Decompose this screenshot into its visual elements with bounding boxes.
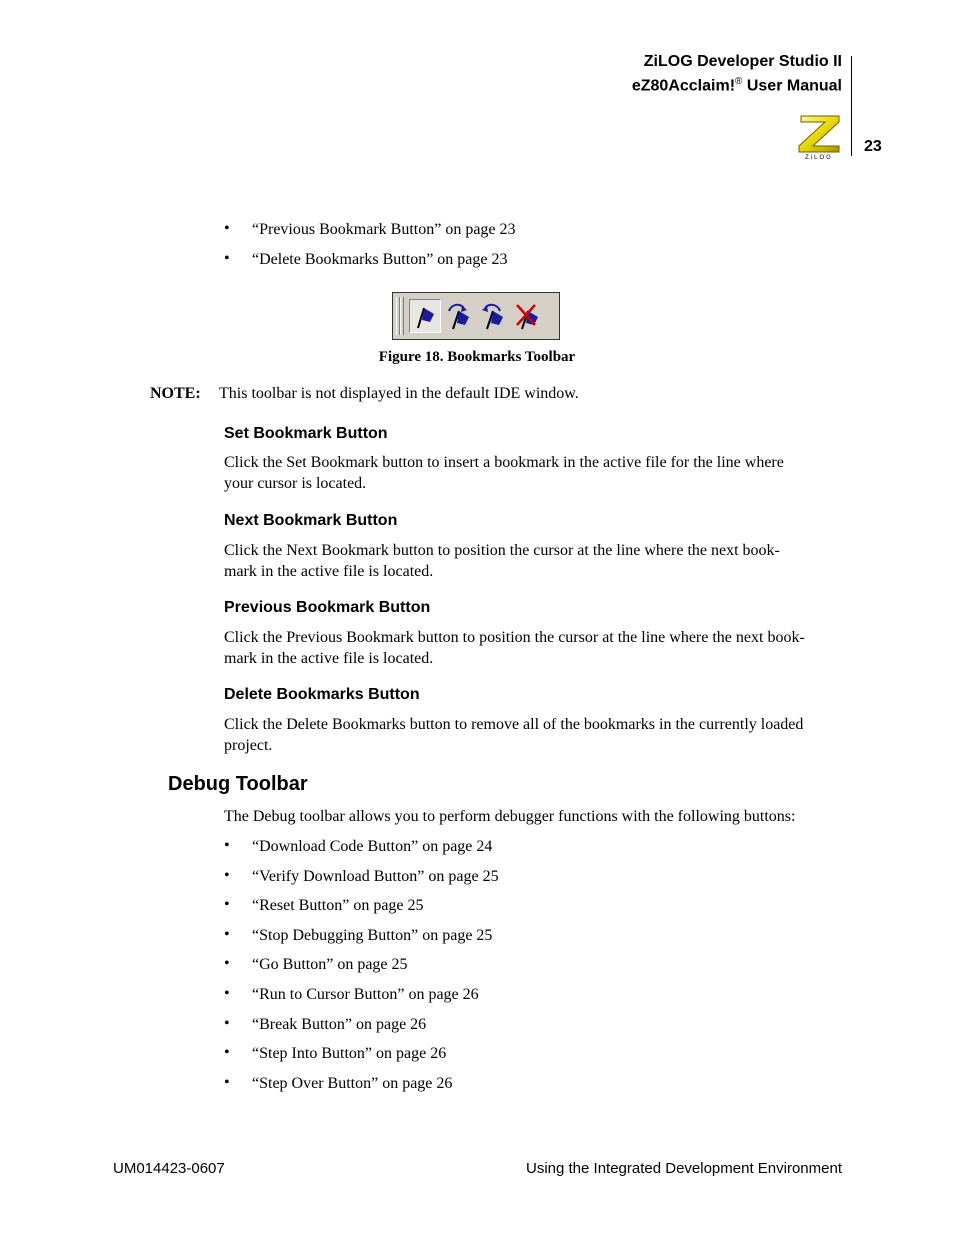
section-heading: Next Bookmark Button [224, 512, 398, 529]
section-body [224, 452, 848, 494]
logo-wordmark: ZiLOG [805, 155, 833, 160]
body-line: Click the Delete Bookmarks button to remove all of the bookmarks in the currently loaded [224, 716, 804, 733]
bullet-dot: • [224, 896, 230, 913]
manual-subtitle [632, 72, 842, 96]
bullet-dot: • [224, 1044, 230, 1061]
debug-ref-link[interactable]: “Step Over Button” on page 26 [252, 1075, 453, 1092]
bullet-dot: • [224, 955, 230, 972]
header-rule [851, 56, 852, 156]
bookmarks-toolbar [392, 292, 560, 340]
note-text: This toolbar is not displayed in the default IDE window. [219, 385, 579, 402]
figure-caption: Figure 18. Bookmarks Toolbar [378, 349, 576, 365]
bullet-dot: • [224, 1015, 230, 1032]
debug-toolbar-heading: Debug Toolbar [168, 773, 308, 795]
debug-ref-link[interactable]: “Go Button” on page 25 [252, 956, 408, 973]
body-line: Click the Set Bookmark button to insert a bookmark in the active file for the line where [224, 454, 784, 471]
registered-mark: ® [735, 76, 743, 87]
section-heading: Previous Bookmark Button [224, 599, 431, 616]
set-bookmark-button[interactable] [409, 299, 441, 333]
body-line: Click the Next Bookmark button to position the cursor at the line where the next book- [224, 542, 780, 559]
bookmark-ref-link[interactable]: “Delete Bookmarks Button” on page 23 [252, 251, 508, 268]
section-heading: Set Bookmark Button [224, 425, 388, 442]
bookmark-ref-link[interactable]: “Previous Bookmark Button” on page 23 [252, 221, 516, 238]
page-number: 23 [864, 138, 882, 155]
toolbar-grip[interactable] [400, 297, 404, 335]
next-bookmark-icon [444, 299, 476, 333]
manual-title: ZiLOG Developer Studio II [643, 53, 842, 70]
debug-ref-link[interactable]: “Verify Download Button” on page 25 [252, 868, 499, 885]
bullet-dot: • [224, 837, 230, 854]
bullet-dot: • [224, 250, 230, 267]
delete-bookmarks-icon [513, 299, 545, 333]
body-line: project. [224, 737, 273, 754]
set-bookmark-icon [410, 300, 442, 334]
bullet-dot: • [224, 1074, 230, 1091]
debug-ref-link[interactable]: “Break Button” on page 26 [252, 1016, 427, 1033]
body-line: mark in the active file is located. [224, 563, 434, 580]
debug-ref-link[interactable]: “Reset Button” on page 25 [252, 897, 424, 914]
bullet-dot: • [224, 985, 230, 1002]
bullet-dot: • [224, 926, 230, 943]
footer-doc-id: UM014423-0607 [113, 1160, 225, 1177]
delete-bookmarks-button[interactable] [513, 299, 545, 333]
bullet-dot: • [224, 867, 230, 884]
product-name: eZ80Acclaim! [631, 77, 736, 95]
section-body [224, 540, 848, 582]
section-body [224, 714, 848, 756]
debug-intro: The Debug toolbar allows you to perform debugger functions with the following buttons: [224, 808, 796, 825]
body-line: Click the Previous Bookmark button to position the cursor at the line where the next book- [224, 629, 805, 646]
next-bookmark-button[interactable] [444, 299, 476, 333]
bullet-dot: • [224, 220, 230, 237]
footer-section-title: Using the Integrated Development Environment [525, 1160, 842, 1177]
body-line: mark in the active file is located. [224, 650, 434, 667]
debug-ref-link[interactable]: “Run to Cursor Button” on page 26 [252, 986, 479, 1003]
body-line: your cursor is located. [224, 475, 367, 492]
manual-type: User Manual [742, 77, 842, 95]
previous-bookmark-button[interactable] [478, 299, 510, 333]
note-label: NOTE: [150, 385, 201, 402]
debug-ref-link[interactable]: “Step Into Button” on page 26 [252, 1045, 447, 1062]
section-heading: Delete Bookmarks Button [224, 686, 420, 703]
section-body [224, 627, 848, 669]
debug-ref-link[interactable]: “Download Code Button” on page 24 [252, 838, 493, 855]
zilog-logo [795, 112, 843, 160]
previous-bookmark-icon [478, 299, 510, 333]
debug-ref-link[interactable]: “Stop Debugging Button” on page 25 [252, 927, 493, 944]
